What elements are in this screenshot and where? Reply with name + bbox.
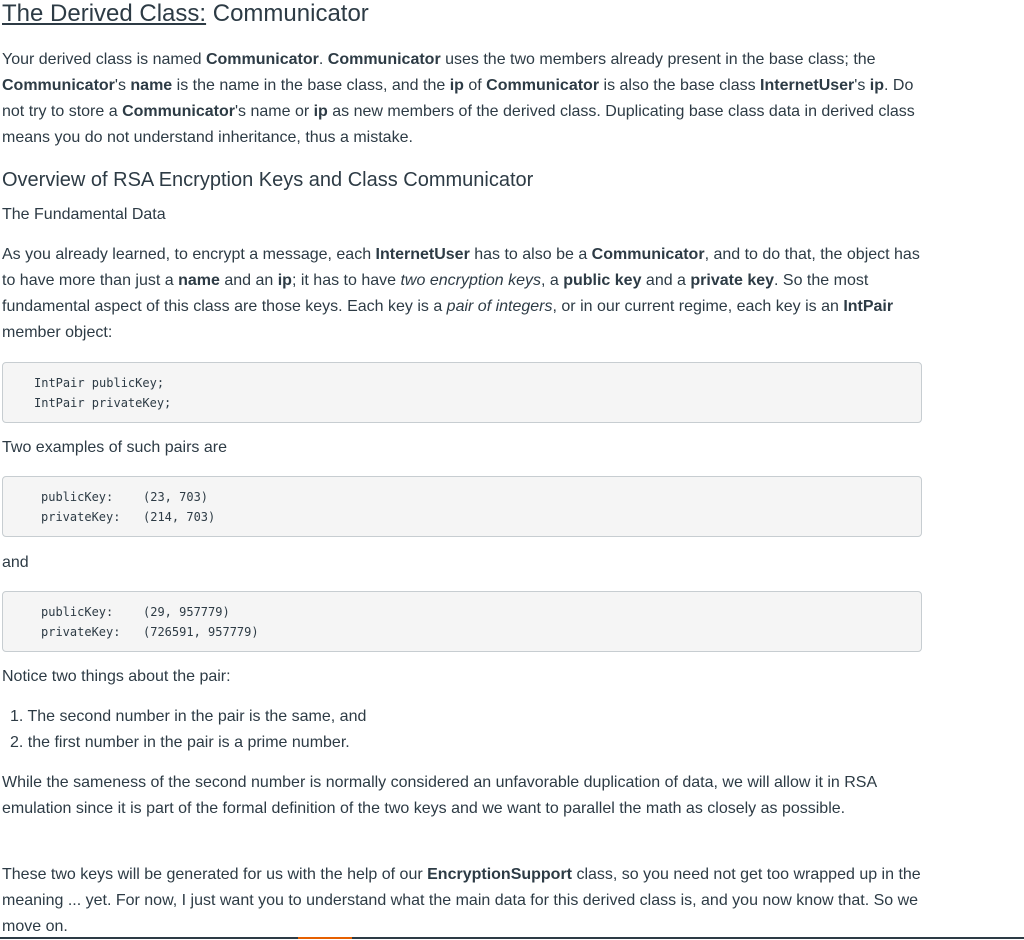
public-key-label: publicKey: <box>41 490 114 504</box>
private-key-value: (726591, 957779) <box>143 625 259 639</box>
keys-paragraph: As you already learned, to encrypt a message, each InternetUser has to also be a Communicator, and to do that, the object has to have more than just a name and an ip; it has to have two encryption keys, a public key and a private key. So the most fundamental aspect of this class are those keys. Each key is a pair of integers, or in our current regime, each key is an IntPair member object: <box>2 246 920 341</box>
code-block-example-1 <box>2 476 922 537</box>
private-key-value: (214, 703) <box>143 510 216 524</box>
private-key-label: privateKey: <box>41 510 121 524</box>
duplication-paragraph: While the sameness of the second number is normally considered an unfavorable duplication of data, we will allow it in RSA emulation since it is part of the formal definition of the two keys and we want to parallel the math as closely as possible. <box>2 774 877 817</box>
title-class-name: Communicator <box>212 0 369 27</box>
overview-heading: Overview of RSA Encryption Keys and Class Communicator <box>2 169 534 191</box>
code-line: IntPair privateKey; <box>34 396 172 410</box>
notice-text: Notice two things about the pair: <box>2 668 231 685</box>
code-block-members <box>2 362 922 423</box>
bottom-divider <box>0 937 1024 939</box>
pair-facts-list <box>10 704 366 756</box>
public-key-label: publicKey: <box>41 605 114 619</box>
page-title <box>2 0 369 28</box>
list-item: 1. The second number in the pair is the same, and <box>10 708 367 725</box>
fundamental-data-heading: The Fundamental Data <box>2 206 166 223</box>
bottom-divider-accent <box>298 937 352 939</box>
title-prefix: The Derived Class: <box>2 0 207 27</box>
encryption-support-paragraph: These two keys will be generated for us with the help of our EncryptionSupport class, so you need not get too wrapped up in the meaning ... yet. For now, I just want you to understand what the main data for this derived class is, and you now know that. So we move on. <box>2 866 921 935</box>
public-key-value: (29, 957779) <box>143 605 230 619</box>
list-item: 2. the first number in the pair is a prime number. <box>10 734 350 751</box>
two-examples-text: Two examples of such pairs are <box>2 439 227 456</box>
public-key-value: (23, 703) <box>143 490 209 504</box>
code-block-example-2 <box>2 591 922 652</box>
private-key-label: privateKey: <box>41 625 121 639</box>
and-text: and <box>2 554 29 571</box>
code-line: IntPair publicKey; <box>34 376 165 390</box>
intro-paragraph: Your derived class is named Communicator. Communicator uses the two members already present in the base class; the Communicator's name is the name in the base class, and the ip of Communicator is also the base class InternetUser's ip. Do not try to store a Communicator's name or ip as new members of the derived class. Duplicating base class data in derived class means you do not understand inheritance, thus a mistake. <box>2 51 915 146</box>
